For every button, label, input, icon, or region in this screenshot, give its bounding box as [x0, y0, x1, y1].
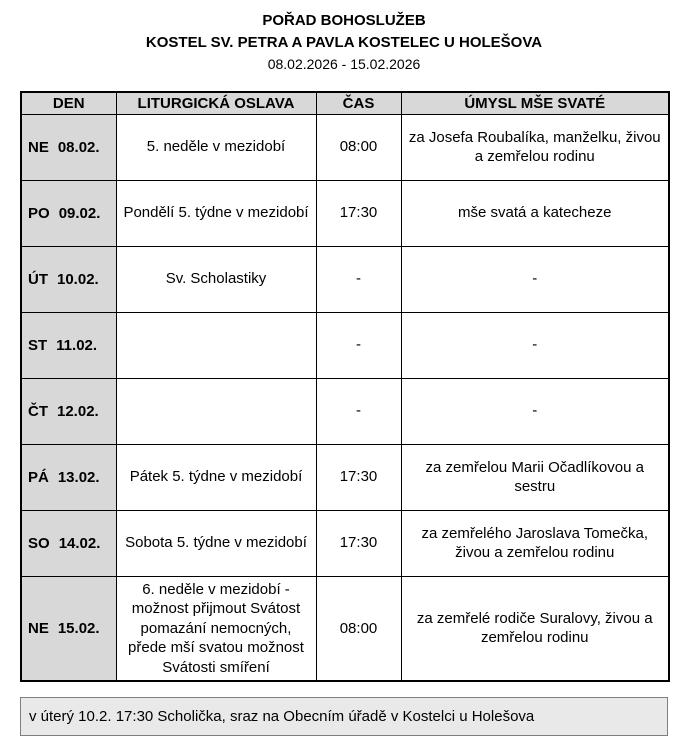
- date-range: 08.02.2026 - 15.02.2026: [267, 55, 421, 72]
- table-row: [21, 312, 669, 378]
- day-abbr: SO: [28, 534, 50, 552]
- table-row: [21, 180, 669, 246]
- table-row: [21, 378, 669, 444]
- celebration-cell: Sv. Scholastiky: [116, 246, 316, 312]
- day-cell: [21, 378, 116, 444]
- time-cell: -: [316, 312, 401, 378]
- day-cell: [21, 114, 116, 180]
- time-cell: 17:30: [316, 510, 401, 576]
- day-cell: [21, 510, 116, 576]
- day-cell: [21, 246, 116, 312]
- celebration-cell: [116, 312, 316, 378]
- intention-cell: mše svatá a katecheze: [401, 180, 669, 246]
- celebration-cell: Pátek 5. týdne v mezidobí: [116, 444, 316, 510]
- day-date: 13.02.: [57, 468, 100, 486]
- time-cell: 08:00: [316, 114, 401, 180]
- intention-cell: -: [401, 312, 669, 378]
- day-abbr: PÁ: [28, 468, 49, 486]
- day-date: 09.02.: [58, 204, 101, 222]
- time-cell: -: [316, 246, 401, 312]
- day-date: 12.02.: [57, 402, 99, 420]
- day-abbr: ST: [28, 336, 48, 354]
- intention-cell: za zemřelé rodiče Suralovy, živou a zemřelou rodinu: [401, 576, 669, 681]
- intention-cell: za Josefa Roubalíka, manželku, živou a zemřelou rodinu: [401, 114, 669, 180]
- celebration-cell: Sobota 5. týdne v mezidobí: [116, 510, 316, 576]
- celebration-cell: Pondělí 5. týdne v mezidobí: [116, 180, 316, 246]
- intention-cell: za zemřelou Marii Očadlíkovou a sestru: [401, 444, 669, 510]
- time-cell: 17:30: [316, 180, 401, 246]
- day-cell: [21, 444, 116, 510]
- table-row: [21, 510, 669, 576]
- column-header-liturgicka-oslava: LITURGICKÁ OSLAVA: [116, 92, 316, 115]
- table-row: [21, 576, 669, 681]
- schedule-table: [20, 91, 670, 683]
- day-abbr: ČT: [28, 402, 48, 420]
- day-abbr: NE: [28, 138, 49, 156]
- day-cell: [21, 576, 116, 681]
- time-cell: 17:30: [316, 444, 401, 510]
- time-cell: 08:00: [316, 576, 401, 681]
- footer-note: v úterý 10.2. 17:30 Scholička, sraz na Obecním úřadě v Kostelci u Holešova: [20, 697, 668, 736]
- table-header-row: [21, 92, 669, 115]
- page-title: POŘAD BOHOSLUŽEB: [262, 12, 426, 29]
- day-date: 15.02.: [57, 619, 100, 637]
- document-header: [20, 10, 668, 75]
- table-row: [21, 246, 669, 312]
- day-abbr: ÚT: [28, 270, 48, 288]
- intention-cell: -: [401, 378, 669, 444]
- celebration-cell: 6. neděle v mezidobí - možnost přijmout Svátost pomazání nemocných, přede mší svatou možnost Svátosti smíření: [116, 576, 316, 681]
- celebration-cell: 5. neděle v mezidobí: [116, 114, 316, 180]
- page-subtitle: KOSTEL SV. PETRA A PAVLA KOSTELEC U HOLEŠOVA: [145, 33, 543, 51]
- day-abbr: PO: [28, 204, 50, 222]
- column-header-den: DEN: [21, 92, 116, 115]
- intention-cell: za zemřelého Jaroslava Tomečka, živou a zemřelou rodinu: [401, 510, 669, 576]
- celebration-cell: [116, 378, 316, 444]
- intention-cell: -: [401, 246, 669, 312]
- day-date: 08.02.: [57, 138, 100, 156]
- day-cell: [21, 312, 116, 378]
- column-header-umysl: ÚMYSL MŠE SVATÉ: [401, 92, 669, 115]
- time-cell: -: [316, 378, 401, 444]
- day-date: 10.02.: [57, 270, 99, 288]
- day-date: 14.02.: [58, 534, 101, 552]
- table-row: [21, 114, 669, 180]
- day-cell: [21, 180, 116, 246]
- table-row: [21, 444, 669, 510]
- day-date: 11.02.: [56, 336, 98, 354]
- column-header-cas: ČAS: [316, 92, 401, 115]
- day-abbr: NE: [28, 619, 49, 637]
